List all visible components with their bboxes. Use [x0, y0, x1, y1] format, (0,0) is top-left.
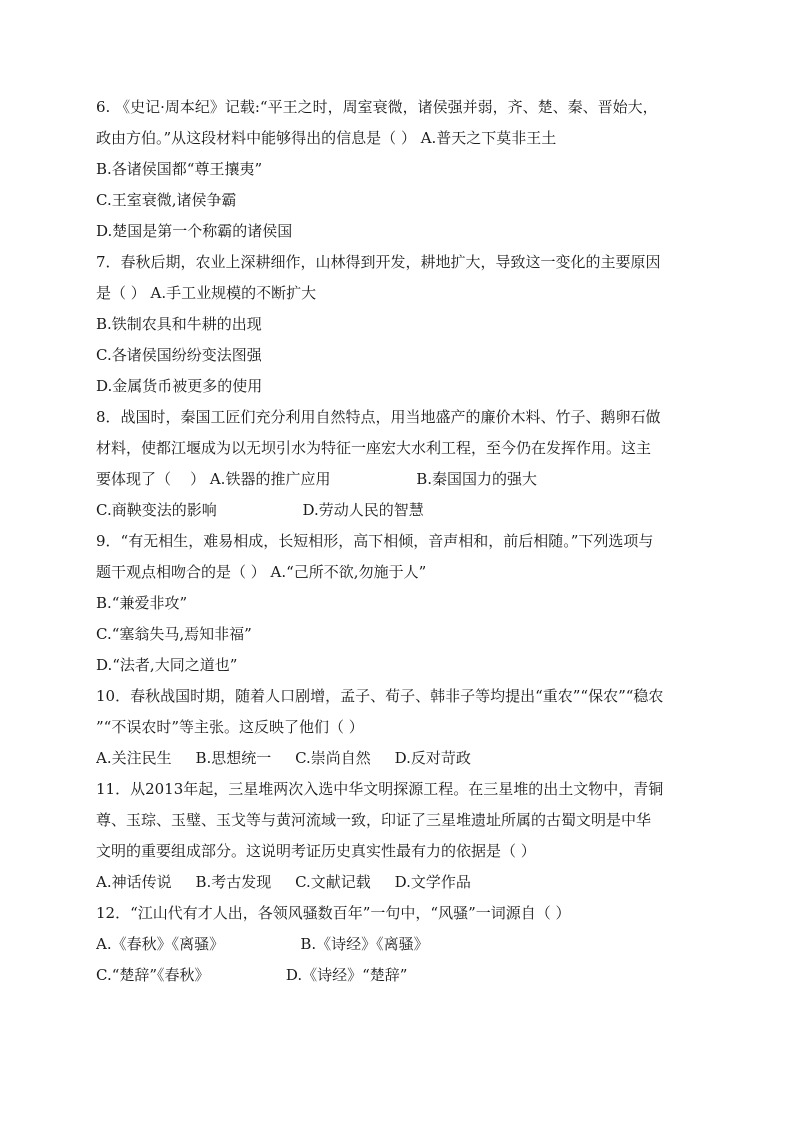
question-10	[96, 681, 700, 774]
question-stem-line: 12．“江山代有才人出，各领风骚数百年”一句中，“风骚”一词源自（ ）	[96, 904, 571, 922]
question-stem-line: 7．春秋后期，农业上深耕细作，山林得到开发，耕地扩大，导致这一变化的主要原因	[96, 253, 661, 271]
question-stem-line: 材料，使都江堰成为以无坝引水为特征一座宏大水利工程，至今仍在发挥作用。这主	[96, 439, 652, 457]
question-stem-line: 8．战国时，秦国工匠们充分利用自然特点，用当地盛产的廉价木料、竹子、鹅卵石做	[96, 408, 661, 426]
question-stem-line: 要体现了（ ） A.铁器的推广应用 B.秦国国力的强大	[96, 470, 538, 488]
question-stem-line: 是（ ） A.手工业规模的不断扩大	[96, 284, 317, 302]
question-7	[96, 247, 700, 402]
question-stem-line: 6. 《史记·周本纪》记载:“平王之时，周室衰微，诸侯强并弱，齐、楚、秦、晋始大，	[96, 98, 658, 116]
answer-option: C.“塞翁失马,焉知非福”	[96, 625, 252, 643]
question-stem-line: 政由方伯。”从这段材料中能够得出的信息是（ ） A.普天之下莫非王土	[96, 129, 557, 147]
answer-option: A.关注民生 B.思想统一 C.崇尚自然 D.反对苛政	[96, 749, 471, 767]
question-11	[96, 774, 700, 898]
question-stem-line: ”“不误农时”等主张。这反映了他们（ ）	[96, 718, 364, 736]
answer-option: A.《春秋》《离骚》 B.《诗经》《离骚》	[96, 935, 429, 953]
question-stem-line: 9．“有无相生，难易相成，长短相形，高下相倾，音声相和，前后相随。”下列选项与	[96, 532, 654, 550]
answer-option: C.王室衰微,诸侯争霸	[96, 191, 237, 209]
answer-option: D.楚国是第一个称霸的诸侯国	[96, 222, 293, 240]
answer-option: B.各诸侯国都“尊王攘夷”	[96, 160, 263, 178]
answer-option: D.金属货币被更多的使用	[96, 377, 263, 395]
answer-option: C.各诸侯国纷纷变法图强	[96, 346, 262, 364]
question-6	[96, 92, 700, 247]
answer-option: D.“法者,大同之道也”	[96, 656, 238, 674]
answer-option: C.“楚辞”《春秋》 D.《诗经》“楚辞”	[96, 966, 408, 984]
question-stem-line: 10．春秋战国时期，随着人口剧增，孟子、荀子、韩非子等均提出“重农”“保农”“稳农	[96, 687, 664, 705]
question-stem-line: 11．从2013年起，三星堆两次入选中华文明探源工程。在三星堆的出土文物中，青铜	[96, 780, 664, 798]
answer-option: C.商鞅变法的影响 D.劳动人民的智慧	[96, 501, 424, 519]
answer-option: B.“兼爱非攻”	[96, 594, 188, 612]
question-9	[96, 526, 700, 681]
question-stem-line: 文明的重要组成部分。这说明考证历史真实性最有力的依据是（ ）	[96, 842, 536, 860]
question-8	[96, 402, 700, 526]
answer-option: B.铁制农具和牛耕的出现	[96, 315, 262, 333]
exam-page	[96, 92, 700, 991]
question-12	[96, 898, 700, 991]
question-stem-line: 题干观点相吻合的是（ ） A.“己所不欲,勿施于人”	[96, 563, 427, 581]
answer-option: A.神话传说 B.考古发现 C.文献记载 D.文学作品	[96, 873, 471, 891]
question-stem-line: 尊、玉琮、玉璧、玉戈等与黄河流域一致，印证了三星堆遗址所属的古蜀文明是中华	[96, 811, 652, 829]
